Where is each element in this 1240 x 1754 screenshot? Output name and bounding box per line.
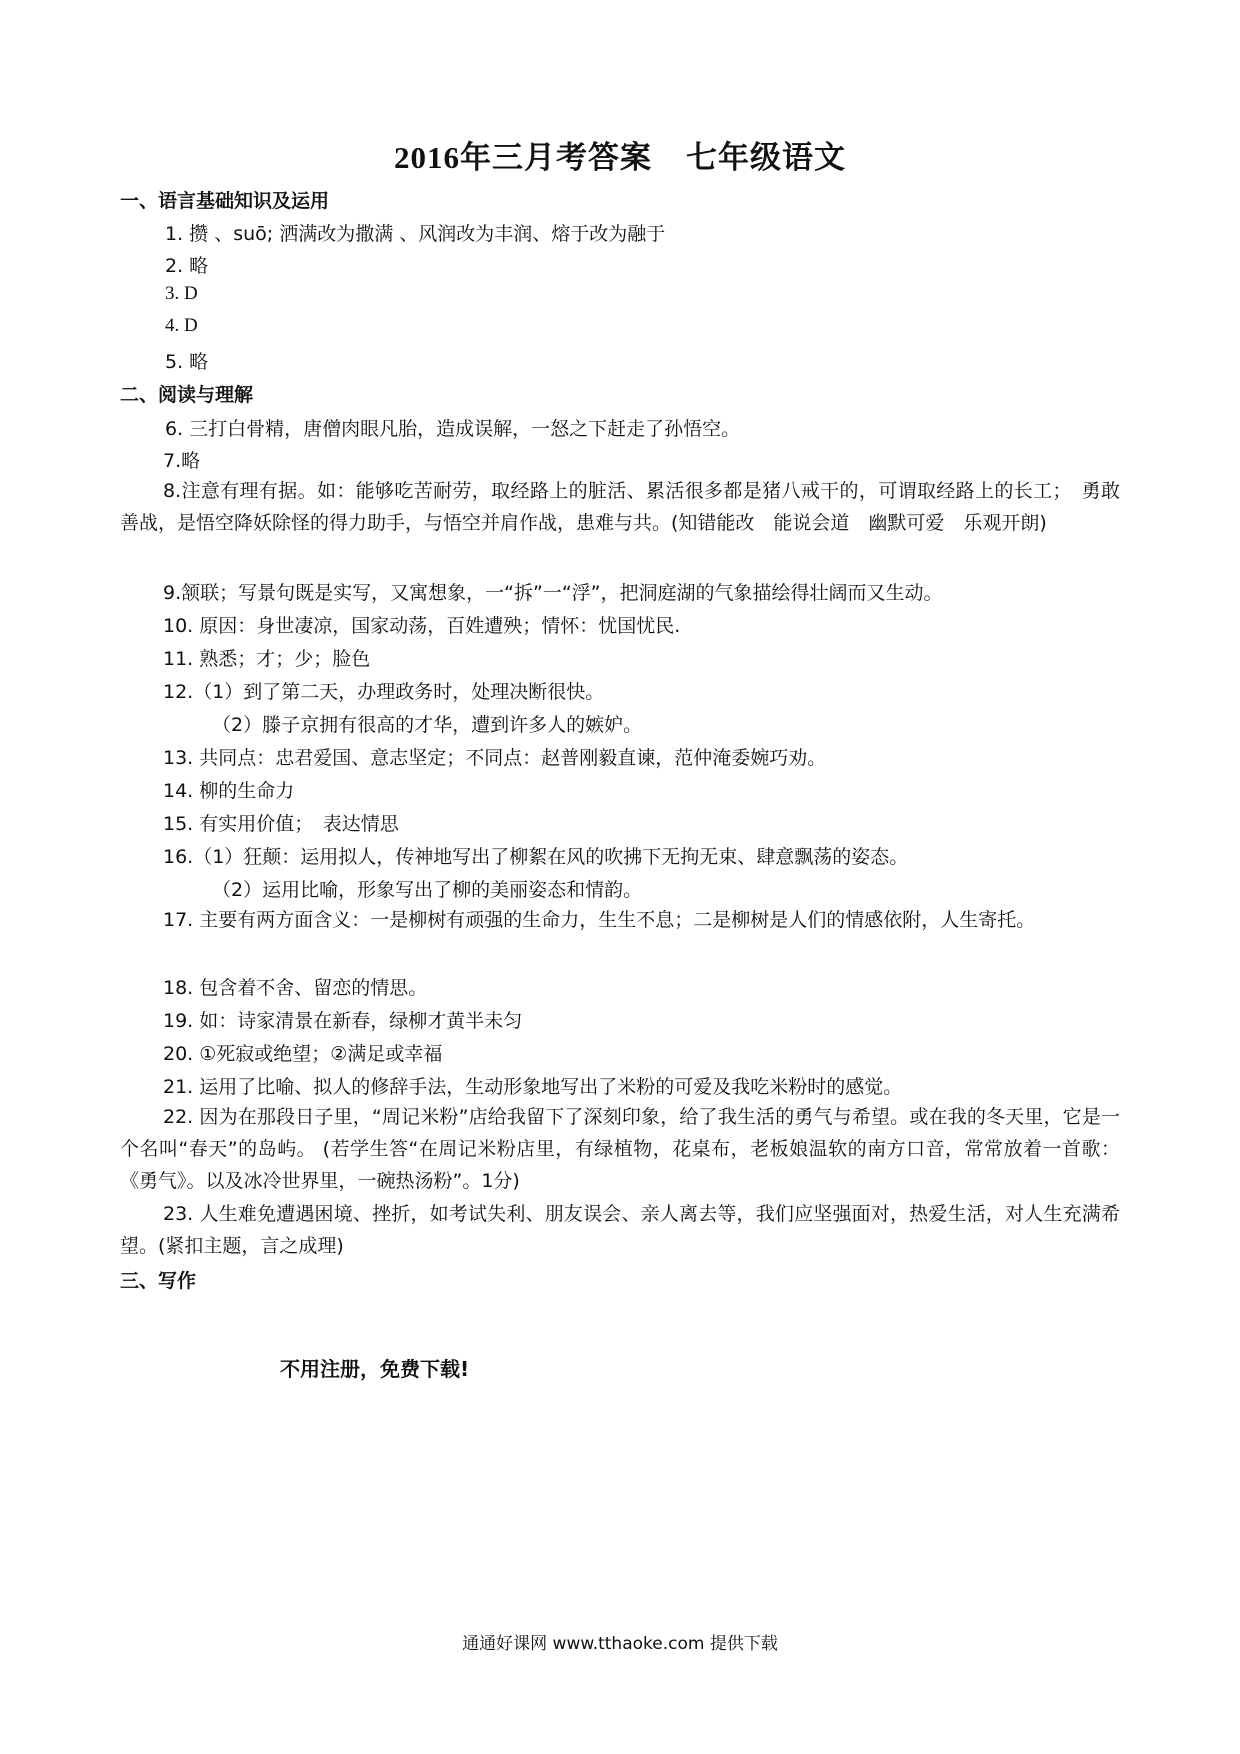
answer-q5: 5. 略 bbox=[165, 351, 209, 373]
answer-q8: 8.注意有理有据。如：能够吃苦耐劳，取经路上的脏活、累活很多都是猪八戒干的，可谓取经路上的长工； 勇敢善战，是悟空降妖除怪的得力助手，与悟空并肩作战，患难与共。(知错能改 能说会道 幽默可爱 乐观开朗) bbox=[120, 480, 1120, 534]
answer-q22: 22. 因为在那段日子里，“周记米粉”店给我留下了深刻印象，给了我生活的勇气与希望。或在我的冬天里，它是一个名叫“春天”的岛屿。 (若学生答“在周记米粉店里，有绿植物，花桌布，老板娘温软的南方口音，常常放着一首歌：《勇气》。以及冰冷世界里，一碗热汤粉”。1分) bbox=[120, 1106, 1120, 1192]
answer-q23: 23. 人生难免遭遇困境、挫折，如考试失利、朋友误会、亲人离去等，我们应坚强面对，热爱生活，对人生充满希望。(紧扣主题，言之成理) bbox=[120, 1203, 1120, 1257]
answer-q10: 10. 原因：身世凄凉，国家动荡，百姓遭殃；情怀：忧国忧民. bbox=[163, 615, 681, 637]
answer-q16-part1: 16.（1）狂颠：运用拟人，传神地写出了柳絮在风的吹拂下无拘无束、肆意飘荡的姿态。 bbox=[163, 846, 909, 868]
answer-q21: 21. 运用了比喻、拟人的修辞手法，生动形象地写出了米粉的可爱及我吃米粉时的感觉。 bbox=[163, 1076, 903, 1098]
answer-q13: 13. 共同点：忠君爱国、意志坚定；不同点：赵普刚毅直谏，范仲淹委婉巧劝。 bbox=[163, 747, 827, 769]
answer-q14: 14. 柳的生命力 bbox=[163, 780, 295, 802]
answer-q11: 11. 熟悉；才；少；脸色 bbox=[163, 648, 371, 670]
answer-q16-part2: （2）运用比喻，形象写出了柳的美丽姿态和情韵。 bbox=[212, 879, 643, 901]
section-heading-3: 三、写作 bbox=[120, 1270, 197, 1292]
section-heading-2: 二、阅读与理解 bbox=[120, 384, 254, 406]
footer-source: 通通好课网 www.tthaoke.com 提供下载 bbox=[462, 1634, 778, 1654]
page-title bbox=[0, 132, 1240, 177]
title-subject: 七年级语文 bbox=[686, 140, 846, 175]
answer-q6: 6. 三打白骨精，唐僧肉眼凡胎，造成误解，一怒之下赶走了孙悟空。 bbox=[165, 418, 741, 440]
answer-q3: 3. D bbox=[165, 283, 198, 304]
answer-q2: 2. 略 bbox=[165, 255, 209, 277]
answer-q20: 20. ①死寂或绝望；②满足或幸福 bbox=[163, 1043, 443, 1065]
answer-q17: 17. 主要有两方面含义：一是柳树有顽强的生命力，生生不息；二是柳树是人们的情感依附，人生寄托。 bbox=[163, 909, 1036, 931]
answer-q12-part1: 12.（1）到了第二天，办理政务时，处理决断很快。 bbox=[163, 681, 605, 703]
answer-q18: 18. 包含着不舍、留恋的情思。 bbox=[163, 977, 428, 999]
answer-q19: 19. 如：诗家清景在新春，绿柳才黄半未匀 bbox=[163, 1010, 523, 1032]
answer-q12-part2: （2）滕子京拥有很高的才华，遭到许多人的嫉妒。 bbox=[212, 714, 643, 736]
title-text: 2016年三月考答案 bbox=[394, 140, 652, 175]
section-heading-1: 一、语言基础知识及运用 bbox=[120, 190, 330, 212]
free-download-notice: 不用注册，免费下载! bbox=[280, 1357, 470, 1381]
answer-q7: 7.略 bbox=[163, 450, 201, 472]
answer-q9: 9.颔联；写景句既是实写，又寓想象，一“拆”一“浮”，把洞庭湖的气象描绘得壮阔而又生动。 bbox=[163, 582, 943, 604]
answer-q1: 1. 攒 、suō; 洒满改为撒满 、风润改为丰润、熔于改为融于 bbox=[165, 223, 666, 245]
answer-q15: 15. 有实用价值； 表达情思 bbox=[163, 813, 399, 835]
answer-q4: 4. D bbox=[165, 315, 198, 336]
